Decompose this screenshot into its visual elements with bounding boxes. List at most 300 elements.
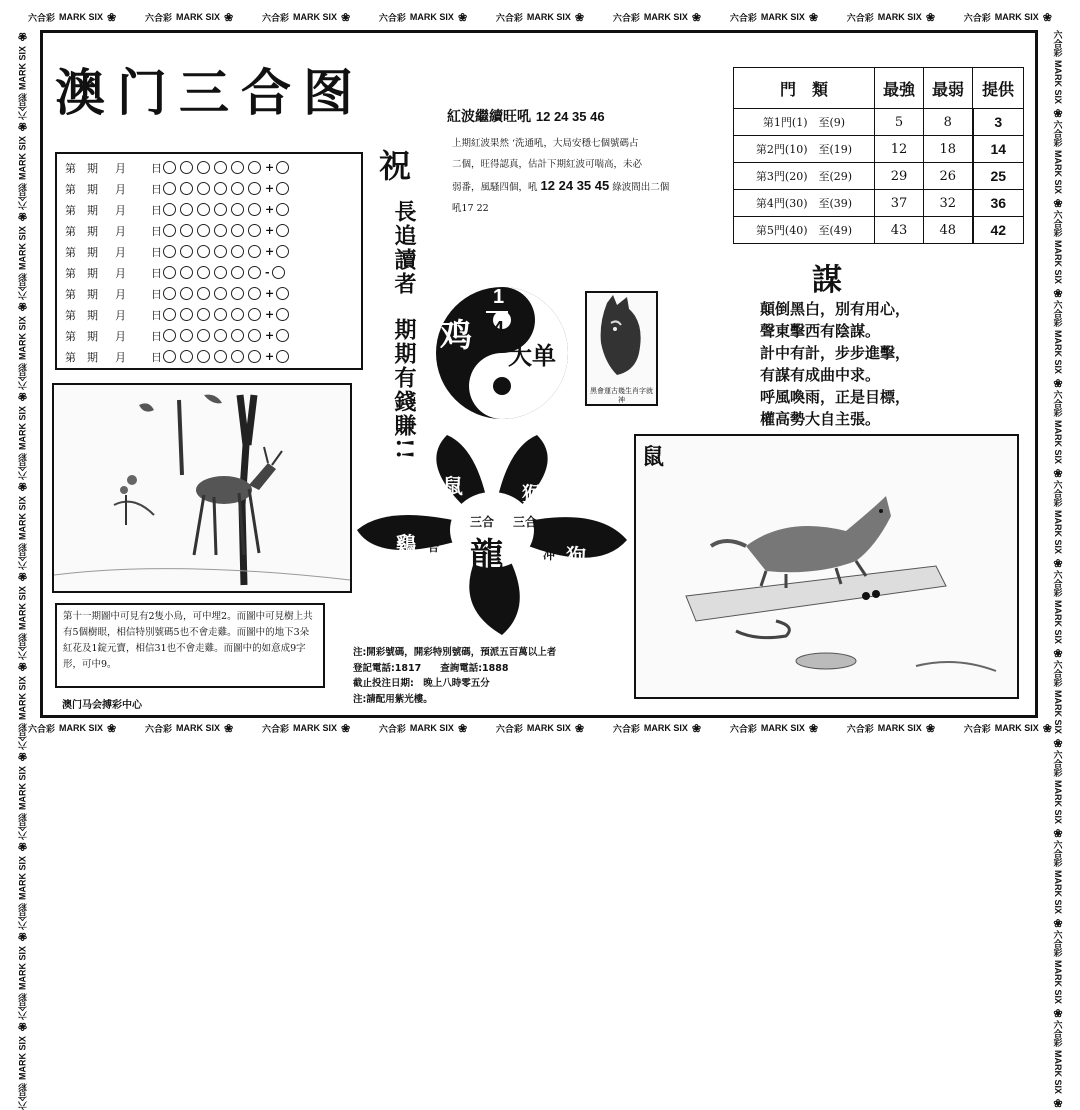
strip-brand-text: MARK SIX	[1053, 150, 1063, 195]
strip-unit	[1052, 210, 1065, 300]
period-label: 第 期	[65, 224, 98, 238]
number-circle	[180, 161, 193, 174]
period-month: 月	[115, 308, 126, 322]
strip-mark-text: 六合彩	[1052, 660, 1063, 688]
flower-trine-1: 三合	[470, 515, 495, 529]
period-row	[65, 284, 293, 303]
number-circle	[248, 329, 261, 342]
number-circle	[231, 182, 244, 195]
strip-mark-text: 六合彩	[1052, 210, 1063, 238]
number-circle	[197, 308, 210, 321]
gate-strong: 12	[875, 136, 924, 163]
strip-mark-text: 六合彩	[261, 12, 289, 23]
strip-brand-text: MARK SIX	[17, 316, 27, 361]
period-sign: +	[265, 245, 275, 258]
strip-mark-text: 六合彩	[17, 813, 28, 841]
horse-portrait	[585, 291, 658, 406]
flower-bullet-icon: ❀	[1051, 1097, 1064, 1110]
strip-mark-text: 六合彩	[612, 12, 640, 23]
number-circle	[248, 182, 261, 195]
strip-mark-text: 六合彩	[17, 453, 28, 481]
strip-brand-text: MARK SIX	[17, 1036, 27, 1081]
scheme-line: 計中有計，步步進擊，	[760, 344, 911, 362]
period-month: 月	[115, 329, 126, 343]
special-number-circle	[272, 266, 285, 279]
forecast-text	[452, 133, 688, 219]
strip-unit	[1052, 660, 1065, 750]
strip-brand-text: MARK SIX	[1053, 870, 1063, 915]
strip-mark-text: 六合彩	[17, 633, 28, 661]
strip-unit	[16, 30, 29, 120]
clue-text-box: 第十一期圖中可見有2隻小鳥，可中埋2。而圖中可見樹上共有5個樹眼，相信特別號碼5也不會走雞。而圖中的地下3朵紅花及1錠元寶，相信31也不會走雞。而圖中的如意成9字形，可中9。	[55, 603, 325, 688]
flower-bullet-icon: ❀	[107, 11, 117, 24]
strip-unit	[16, 120, 29, 210]
strip-mark-text: 六合彩	[28, 12, 56, 23]
flower-bullet-icon: ❀	[340, 722, 351, 735]
deer-tree-illustration	[52, 383, 352, 593]
strip-mark-text: 六合彩	[612, 723, 640, 734]
number-circle	[163, 308, 176, 321]
number-circle	[248, 350, 261, 363]
number-circle	[163, 161, 176, 174]
period-label: 第 期	[65, 266, 98, 280]
strip-mark-text: 六合彩	[1052, 570, 1063, 598]
blessing-head: 祝	[378, 147, 411, 185]
strip-brand-text: MARK SIX	[17, 406, 27, 451]
page-title: 澳门三合图	[55, 64, 365, 122]
strip-brand-text: MARK SIX	[877, 723, 922, 733]
blessing-col2: 期期有錢賺!!	[391, 318, 417, 462]
gate-strong: 5	[875, 109, 924, 136]
number-circle	[248, 245, 261, 258]
strip-brand-text: MARK SIX	[1053, 240, 1063, 285]
yy-fraction-bar	[486, 311, 508, 313]
scheme-line: 顛倒黑白，別有用心，	[760, 300, 911, 318]
period-sign: +	[265, 203, 275, 216]
gate-provide: 3	[973, 109, 1024, 136]
horse-caption: 黑會運古幾生肖字就神	[590, 387, 653, 404]
flower-bullet-icon: ❀	[1051, 647, 1064, 661]
forecast-line3	[452, 175, 688, 198]
strip-unit	[16, 750, 29, 840]
flower-bullet-icon: ❀	[457, 11, 468, 24]
center-name: 澳门马会搏彩中心	[62, 700, 142, 711]
strip-brand-text: MARK SIX	[994, 12, 1039, 22]
strip-brand-text: MARK SIX	[1053, 960, 1063, 1005]
strip-unit	[1052, 930, 1065, 1020]
flower-bullet-icon: ❀	[1051, 917, 1064, 931]
period-day: 日	[151, 329, 162, 343]
number-circle	[248, 308, 261, 321]
cat-board-illustration	[634, 434, 1019, 699]
gate-row	[734, 217, 1024, 244]
rat-label: 鼠	[642, 444, 665, 470]
gate-provide: 36	[973, 190, 1024, 217]
gate-table	[733, 67, 1024, 244]
strip-mark-text: 六合彩	[17, 903, 28, 931]
number-circle	[197, 245, 210, 258]
strip-unit	[1052, 1020, 1065, 1110]
period-row	[65, 221, 293, 240]
number-circle	[180, 266, 193, 279]
strip-brand-text: MARK SIX	[994, 723, 1039, 733]
strip-mark-text: 六合彩	[1052, 930, 1063, 958]
number-circle	[180, 329, 193, 342]
special-number-circle	[276, 308, 289, 321]
strip-unit	[496, 11, 584, 24]
strip-mark-text: 六合彩	[17, 183, 28, 211]
number-circle	[163, 203, 176, 216]
strip-unit	[262, 11, 350, 24]
cat-board-drawing	[636, 436, 1017, 697]
strip-mark-text: 六合彩	[1052, 30, 1063, 57]
period-sign: -	[265, 266, 270, 279]
flower-six-harmony: 六合	[428, 529, 439, 554]
strip-mark-text: 六合彩	[17, 363, 28, 391]
special-number-circle	[276, 224, 289, 237]
period-row	[65, 158, 293, 177]
special-number-circle	[276, 350, 289, 363]
number-circle	[231, 161, 244, 174]
scheme-line: 有謀有成曲中求。	[760, 366, 881, 384]
strip-mark-text: 六合彩	[1052, 390, 1063, 418]
strip-unit	[28, 11, 116, 24]
blessing-col1: 長追讀者	[391, 200, 417, 296]
period-month: 月	[115, 245, 126, 259]
forecast-line4: 吼17 22	[452, 203, 489, 214]
strip-mark-text: 六合彩	[17, 273, 28, 301]
number-circle	[197, 266, 210, 279]
strip-mark-text: 六合彩	[495, 723, 523, 734]
strip-unit	[1052, 840, 1065, 930]
period-sign: +	[265, 308, 275, 321]
number-circle	[214, 350, 227, 363]
period-label: 第 期	[65, 203, 98, 217]
number-circle	[231, 329, 244, 342]
period-row	[65, 200, 293, 219]
yy-chicken-char: 鸡	[440, 316, 473, 354]
gate-strong: 29	[875, 163, 924, 190]
gate-row	[734, 163, 1024, 190]
flower-bullet-icon: ❀	[16, 840, 29, 854]
special-number-circle	[276, 245, 289, 258]
red-wave-line	[447, 106, 605, 126]
strip-unit	[730, 11, 818, 24]
strip-unit	[964, 11, 1052, 24]
scheme-poem	[760, 298, 910, 430]
red-wave-numbers: 12 24 35 46	[535, 109, 605, 124]
strip-brand-text: MARK SIX	[760, 723, 805, 733]
number-circle	[180, 203, 193, 216]
number-circle	[231, 308, 244, 321]
strip-unit	[1052, 750, 1065, 840]
period-label: 第 期	[65, 245, 98, 259]
blessing-block	[372, 147, 418, 185]
period-month: 月	[115, 224, 126, 238]
strip-mark-text: 六合彩	[495, 12, 523, 23]
flower-bullet-icon: ❀	[224, 722, 234, 735]
number-circle	[197, 287, 210, 300]
strip-brand-text: MARK SIX	[643, 723, 688, 733]
strip-unit	[964, 722, 1052, 735]
info-note-line: 注:請配用紫光樓。	[353, 693, 433, 705]
strip-mark-text: 六合彩	[17, 993, 28, 1021]
strip-mark-text: 六合彩	[1052, 480, 1063, 508]
period-sign: +	[265, 287, 275, 300]
strip-mark-text: 六合彩	[261, 723, 289, 734]
number-circle	[231, 245, 244, 258]
strip-mark-text: 六合彩	[144, 12, 172, 23]
gate-header-provide: 提供	[973, 68, 1024, 109]
strip-unit	[145, 11, 233, 24]
strip-mark-text: 六合彩	[1052, 1020, 1063, 1048]
number-circle	[197, 329, 210, 342]
period-row	[65, 326, 293, 345]
period-row	[65, 263, 289, 282]
strip-mark-text: 六合彩	[1052, 120, 1063, 148]
number-circle	[197, 350, 210, 363]
number-circle	[231, 203, 244, 216]
period-day: 日	[151, 266, 162, 280]
strip-brand-text: MARK SIX	[17, 586, 27, 631]
strip-brand-text: MARK SIX	[526, 723, 571, 733]
flower-bullet-icon: ❀	[16, 390, 29, 404]
flower-bullet-icon: ❀	[107, 722, 117, 735]
flower-bullet-icon: ❀	[16, 660, 29, 674]
flower-bullet-icon: ❀	[925, 11, 936, 24]
number-circle	[231, 350, 244, 363]
period-sign: +	[265, 182, 275, 195]
number-circle	[214, 161, 227, 174]
flower-bullet-icon: ❀	[16, 120, 29, 134]
gate-weak: 32	[924, 190, 973, 217]
period-day: 日	[151, 245, 162, 259]
period-day: 日	[151, 308, 162, 322]
flower-bullet-icon: ❀	[1051, 827, 1064, 841]
left-border-strip	[14, 30, 30, 1110]
number-circle	[180, 245, 193, 258]
period-month: 月	[115, 161, 126, 175]
number-circle	[248, 266, 261, 279]
strip-unit	[847, 11, 935, 24]
gate-provide: 42	[973, 217, 1024, 244]
strip-brand-text: MARK SIX	[17, 856, 27, 901]
gate-weak: 8	[924, 109, 973, 136]
strip-brand-text: MARK SIX	[17, 676, 27, 721]
number-circle	[214, 245, 227, 258]
flower-bullet-icon: ❀	[691, 11, 702, 24]
strip-mark-text: 六合彩	[17, 93, 28, 121]
number-circle	[214, 203, 227, 216]
gate-weak: 48	[924, 217, 973, 244]
strip-brand-text: MARK SIX	[175, 723, 220, 733]
strip-mark-text: 六合彩	[17, 543, 28, 571]
gate-strong: 43	[875, 217, 924, 244]
number-circle	[248, 224, 261, 237]
number-circle	[214, 287, 227, 300]
strip-brand-text: MARK SIX	[17, 766, 27, 811]
strip-unit	[28, 722, 116, 735]
number-circle	[180, 287, 193, 300]
strip-brand-text: MARK SIX	[175, 12, 220, 22]
number-circle	[163, 287, 176, 300]
strip-mark-text: 六合彩	[729, 723, 757, 734]
info-note-line: 截止投注日期: 晚上八時零五分	[353, 678, 490, 689]
flower-bullet-icon: ❀	[1051, 1007, 1064, 1021]
strip-unit	[1052, 300, 1065, 390]
number-circle	[248, 287, 261, 300]
special-number-circle	[276, 161, 289, 174]
number-circle	[180, 224, 193, 237]
number-circle	[248, 203, 261, 216]
gate-strong: 37	[875, 190, 924, 217]
flower-bullet-icon: ❀	[1051, 287, 1064, 301]
flower-bullet-icon: ❀	[16, 750, 29, 764]
flower-bullet-icon: ❀	[1051, 197, 1064, 211]
number-circle	[163, 224, 176, 237]
period-month: 月	[115, 182, 126, 196]
strip-brand-text: MARK SIX	[1053, 600, 1063, 645]
strip-unit	[262, 722, 350, 735]
number-circle	[197, 182, 210, 195]
gate-provide: 25	[973, 163, 1024, 190]
flower-bullet-icon: ❀	[16, 300, 29, 314]
strip-brand-text: MARK SIX	[760, 12, 805, 22]
strip-brand-text: MARK SIX	[292, 723, 337, 733]
info-notes	[353, 645, 556, 707]
strip-brand-text: MARK SIX	[1053, 330, 1063, 375]
flower-bullet-icon: ❀	[1042, 722, 1052, 735]
strip-brand-text: MARK SIX	[59, 723, 104, 733]
gate-row	[734, 190, 1024, 217]
strip-unit	[730, 722, 818, 735]
strip-brand-text: MARK SIX	[1053, 690, 1063, 735]
strip-mark-text: 六合彩	[144, 723, 172, 734]
strip-unit	[16, 660, 29, 750]
number-circle	[180, 308, 193, 321]
period-label: 第 期	[65, 287, 98, 301]
strip-unit	[16, 480, 29, 570]
strip-mark-text: 六合彩	[28, 723, 56, 734]
period-label: 第 期	[65, 182, 98, 196]
number-circle	[197, 224, 210, 237]
number-circle	[214, 266, 227, 279]
period-label: 第 期	[65, 329, 98, 343]
strip-mark-text: 六合彩	[729, 12, 757, 23]
strip-brand-text: MARK SIX	[1053, 420, 1063, 465]
period-row	[65, 347, 293, 366]
flower-bullet-icon: ❀	[457, 722, 468, 735]
strip-brand-text: MARK SIX	[409, 723, 454, 733]
flower-trine-2: 三合	[513, 515, 538, 529]
number-circle	[163, 245, 176, 258]
period-month: 月	[115, 350, 126, 364]
flower-bullet-icon: ❀	[808, 11, 819, 24]
period-sign: +	[265, 224, 275, 237]
strip-mark-text: 六合彩	[846, 723, 874, 734]
period-month: 月	[115, 203, 126, 217]
strip-mark-text: 六合彩	[963, 12, 991, 23]
yy-fraction-top: 1	[493, 286, 505, 308]
gate-door: 第3門(20) 至(29)	[734, 163, 875, 190]
period-day: 日	[151, 182, 162, 196]
period-day: 日	[151, 224, 162, 238]
number-circle	[214, 224, 227, 237]
number-circle	[180, 182, 193, 195]
forecast-line1: 上期紅波果然 ‘洗通吼，大局安穩七個號碼占	[452, 138, 639, 149]
flower-bullet-icon: ❀	[1051, 467, 1064, 481]
flower-dragon: 龍	[470, 536, 504, 576]
period-sign: +	[265, 329, 275, 342]
flower-bullet-icon: ❀	[574, 722, 585, 735]
flower-bullet-icon: ❀	[340, 11, 351, 24]
strip-unit	[16, 840, 29, 930]
flower-bullet-icon: ❀	[16, 210, 29, 224]
top-border-strip	[28, 8, 1052, 26]
forecast-line3b: 綠波間出二個	[612, 182, 670, 193]
gate-door: 第2門(10) 至(19)	[734, 136, 875, 163]
flower-bullet-icon: ❀	[16, 480, 29, 494]
strip-mark-text: 六合彩	[378, 723, 406, 734]
period-row	[65, 305, 293, 324]
period-label: 第 期	[65, 308, 98, 322]
gate-door: 第5門(40) 至(49)	[734, 217, 875, 244]
strip-brand-text: MARK SIX	[1053, 1050, 1063, 1095]
gate-row	[734, 109, 1024, 136]
number-circle	[231, 287, 244, 300]
period-month: 月	[115, 287, 126, 301]
strip-brand-text: MARK SIX	[17, 496, 27, 541]
strip-mark-text: 六合彩	[17, 723, 28, 751]
flower-clash: 冲	[543, 548, 556, 562]
number-circle	[163, 266, 176, 279]
flower-bullet-icon: ❀	[16, 570, 29, 584]
flower-bullet-icon: ❀	[1051, 737, 1064, 751]
scheme-line: 呼風喚雨，正是目標，	[760, 388, 911, 406]
flower-bullet-icon: ❀	[1051, 107, 1064, 121]
yy-fraction-bottom: 4	[493, 318, 505, 340]
strip-unit	[379, 11, 467, 24]
period-month: 月	[115, 266, 126, 280]
strip-unit	[1052, 30, 1065, 120]
period-table	[55, 152, 363, 370]
flower-bullet-icon: ❀	[224, 11, 234, 24]
strip-brand-text: MARK SIX	[17, 46, 27, 91]
strip-unit	[16, 930, 29, 1020]
strip-brand-text: MARK SIX	[1053, 60, 1063, 105]
period-sign: +	[265, 161, 275, 174]
number-circle	[214, 182, 227, 195]
flower-chicken: 鷄	[396, 532, 416, 556]
strip-unit	[847, 722, 935, 735]
strip-mark-text: 六合彩	[1052, 300, 1063, 328]
scheme-line: 聲東擊西有陰謀。	[760, 322, 881, 340]
strip-unit	[1052, 120, 1065, 210]
period-row	[65, 179, 293, 198]
strip-brand-text: MARK SIX	[1053, 780, 1063, 825]
number-circle	[163, 350, 176, 363]
period-day: 日	[151, 203, 162, 217]
flower-bullet-icon: ❀	[16, 30, 29, 43]
forecast-numbers: 12 24 35 45	[540, 178, 610, 193]
strip-unit	[613, 722, 701, 735]
bottom-border-strip	[28, 719, 1052, 737]
gate-header-weak: 最弱	[924, 68, 973, 109]
strip-mark-text: 六合彩	[846, 12, 874, 23]
period-label: 第 期	[65, 350, 98, 364]
horse-head-drawing	[587, 293, 656, 383]
red-wave-label: 紅波繼續旺吼	[447, 109, 531, 125]
